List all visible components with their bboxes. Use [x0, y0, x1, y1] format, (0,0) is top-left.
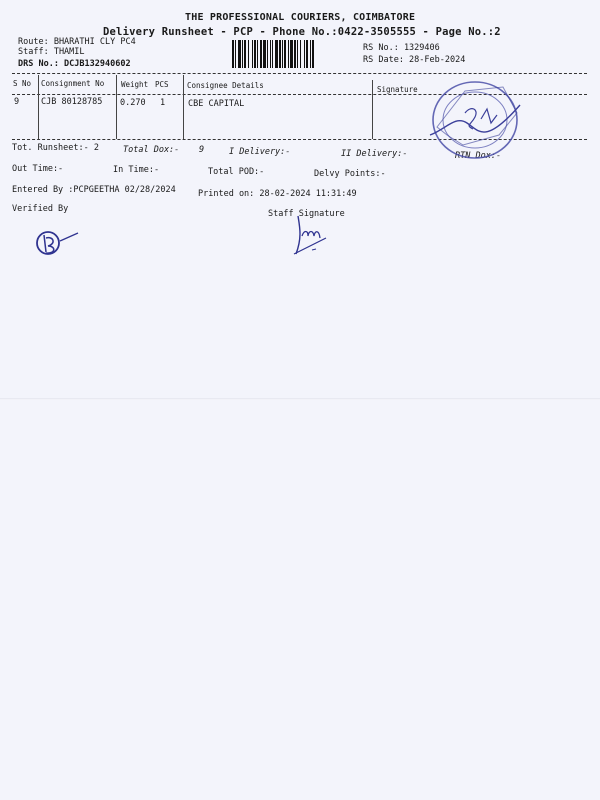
col-header-pcs: PCS [155, 80, 169, 89]
ii-delivery: II Delivery:- [341, 149, 408, 159]
row-weight: 0.270 [120, 98, 146, 108]
col-divider [116, 75, 117, 139]
entered-by: Entered By :PCPGEETHA 02/28/2024 [12, 185, 176, 195]
rs-number: RS No.: 1329406 [363, 43, 440, 53]
runsheet-title: Delivery Runsheet - PCP - Phone No.:0422-3505555 - Page No.:2 [103, 26, 501, 38]
verifier-signature-icon [32, 226, 84, 260]
i-delivery: I Delivery:- [229, 147, 291, 157]
col-header-consignee: Consignee Details [187, 81, 264, 90]
rubber-stamp-icon [425, 75, 525, 165]
staff-signature-label: Staff Signature [268, 209, 345, 219]
col-divider [38, 75, 39, 139]
col-divider [372, 80, 373, 139]
row-consignee: CBE CAPITAL [188, 99, 245, 109]
staff-label: Staff: THAMIL [18, 47, 85, 57]
total-pod: Total POD:- [208, 167, 265, 177]
verified-by: Verified By [12, 204, 69, 214]
staff-signature-icon [288, 214, 334, 258]
row-sno: 9 [14, 97, 20, 107]
col-header-signature: Signature [377, 85, 418, 94]
paper-fold-line [0, 398, 600, 400]
col-header-consignment: Consignment No [41, 79, 105, 88]
out-time: Out Time:- [12, 164, 64, 174]
col-divider [183, 75, 184, 139]
printed-on: Printed on: 28-02-2024 11:31:49 [198, 189, 357, 199]
rs-date: RS Date: 28-Feb-2024 [363, 55, 466, 65]
col-header-weight: Weight [121, 80, 149, 89]
company-name: THE PROFESSIONAL COURIERS, COIMBATORE [185, 12, 416, 23]
delvy-points: Delvy Points:- [314, 169, 386, 179]
route-label: Route: BHARATHI CLY PC4 [18, 37, 136, 47]
in-time: In Time:- [113, 165, 160, 175]
total-dox-label: Total Dox:- [123, 145, 180, 155]
rtn-dox: RTN Dox:- [455, 151, 502, 161]
tot-runsheet: Tot. Runsheet:- 2 [12, 143, 99, 153]
drs-number: DRS No.: DCJB132940602 [18, 59, 131, 69]
row-pcs: 1 [160, 98, 166, 108]
total-dox-value: 9 [199, 145, 205, 155]
table-top-rule [12, 73, 587, 74]
col-header-sno: S No [13, 79, 32, 88]
barcode-icon [232, 40, 358, 68]
row-consignment-no: CJB 80128785 [41, 97, 103, 107]
